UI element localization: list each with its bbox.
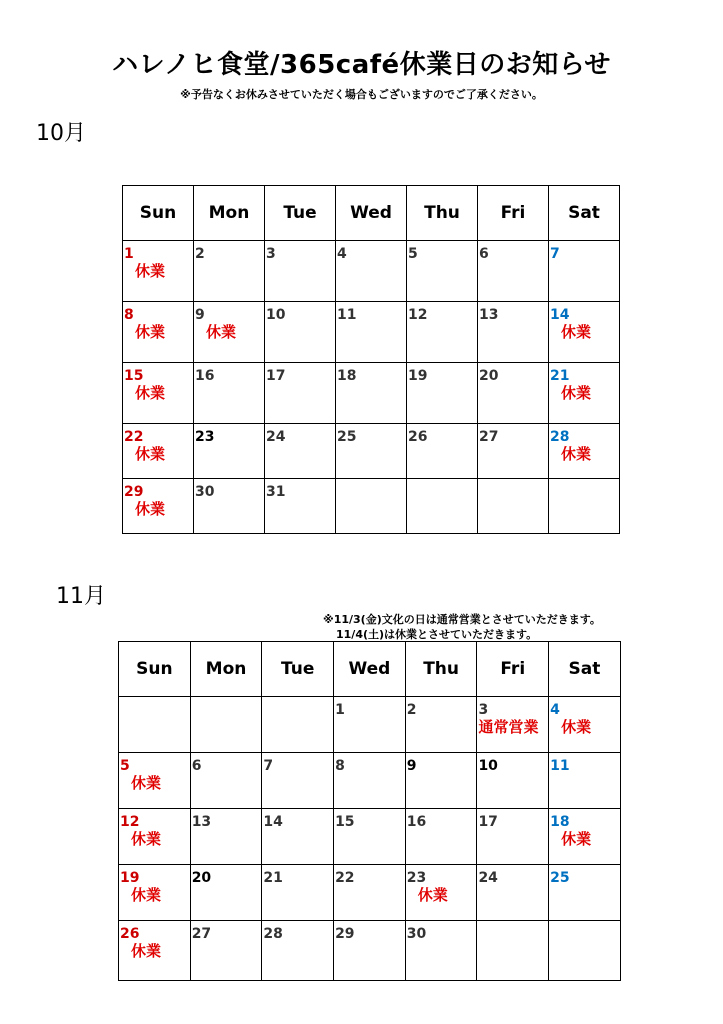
day-number: 31 [266, 484, 286, 500]
november-heading: 11月 [56, 584, 106, 609]
day-number: 18 [337, 368, 357, 384]
day-cell [194, 241, 265, 302]
day-cell [478, 363, 549, 424]
day-cell [549, 921, 621, 981]
day-number: 11 [550, 758, 570, 774]
weekday-thu: Thu [405, 642, 477, 697]
day-number: 9 [195, 307, 205, 323]
day-number: 6 [191, 758, 202, 774]
day-number: 2 [195, 246, 205, 262]
closed-label: 休業 [131, 886, 162, 904]
day-cell [262, 697, 334, 753]
week-row [123, 302, 620, 363]
day-cell [405, 921, 477, 981]
week-row [119, 809, 621, 865]
day-cell [549, 302, 620, 363]
day-number: 19 [408, 368, 428, 384]
day-cell [262, 865, 334, 921]
closed-label: 休業 [135, 445, 166, 463]
day-cell [477, 921, 549, 981]
day-number: 7 [550, 246, 560, 262]
day-number: 10 [478, 758, 498, 774]
day-cell [407, 363, 478, 424]
weekday-fri: Fri [478, 186, 549, 241]
day-cell [265, 424, 336, 479]
day-cell [190, 697, 262, 753]
week-row [119, 697, 621, 753]
weekday-mon: Mon [194, 186, 265, 241]
day-cell [405, 809, 477, 865]
day-cell [407, 479, 478, 534]
day-cell [262, 809, 334, 865]
october-heading: 10月 [36, 121, 86, 146]
day-cell [549, 753, 621, 809]
regular-hours-label: 通常営業 [478, 718, 539, 736]
closed-label: 休業 [561, 323, 592, 341]
day-cell [549, 479, 620, 534]
weekday-sat: Sat [549, 186, 620, 241]
day-cell [478, 424, 549, 479]
day-number: 25 [550, 870, 570, 886]
day-cell [265, 479, 336, 534]
weekday-thu: Thu [407, 186, 478, 241]
day-number: 3 [478, 702, 489, 718]
closed-label: 休業 [561, 445, 592, 463]
day-cell [477, 865, 549, 921]
weekday-tue: Tue [262, 642, 334, 697]
day-number: 26 [120, 926, 140, 942]
day-cell [549, 809, 621, 865]
week-row [123, 479, 620, 534]
day-cell [119, 753, 191, 809]
closed-label: 休業 [131, 942, 162, 960]
day-number: 13 [191, 814, 212, 830]
closed-label: 休業 [135, 323, 166, 341]
day-cell [262, 921, 334, 981]
day-number: 4 [550, 702, 560, 718]
closed-label: 休業 [131, 774, 162, 792]
day-number: 15 [335, 814, 355, 830]
week-row [119, 753, 621, 809]
november-calendar [118, 641, 621, 981]
week-row [119, 921, 621, 981]
november-note-line2: 11/4(土)は休業とさせていただきます。 [336, 628, 538, 641]
day-number: 3 [266, 246, 276, 262]
day-cell [123, 424, 194, 479]
closed-label: 休業 [561, 830, 592, 848]
day-cell [549, 363, 620, 424]
day-number: 14 [550, 307, 570, 323]
day-cell [190, 809, 262, 865]
day-cell [336, 424, 407, 479]
day-cell [549, 697, 621, 753]
day-cell [334, 921, 406, 981]
day-cell [549, 424, 620, 479]
day-cell [405, 865, 477, 921]
day-number: 21 [550, 368, 570, 384]
day-cell [336, 241, 407, 302]
day-number: 28 [263, 926, 283, 942]
weekday-tue: Tue [265, 186, 336, 241]
day-number: 25 [337, 429, 357, 445]
day-cell [123, 479, 194, 534]
day-cell [262, 753, 334, 809]
day-cell [123, 241, 194, 302]
weekday-sat: Sat [549, 642, 621, 697]
day-number: 1 [124, 246, 134, 262]
day-number: 5 [120, 758, 130, 774]
day-cell [549, 865, 621, 921]
weekday-sun: Sun [119, 642, 191, 697]
day-number: 22 [124, 429, 144, 445]
day-number: 2 [406, 702, 417, 718]
day-cell [407, 241, 478, 302]
day-cell [407, 424, 478, 479]
day-number: 26 [408, 429, 428, 445]
october-calendar [122, 185, 620, 534]
day-number: 16 [195, 368, 215, 384]
day-cell [119, 865, 191, 921]
day-number: 12 [408, 307, 428, 323]
day-number: 17 [478, 814, 498, 830]
day-number: 16 [406, 814, 427, 830]
day-cell [336, 479, 407, 534]
day-cell [336, 363, 407, 424]
day-cell [194, 424, 265, 479]
day-cell [265, 363, 336, 424]
closed-label: 休業 [135, 500, 166, 518]
weekday-mon: Mon [190, 642, 262, 697]
day-number: 29 [335, 926, 355, 942]
closed-label: 休業 [135, 262, 166, 280]
day-number: 20 [479, 368, 499, 384]
day-number: 23 [406, 870, 427, 886]
day-number: 24 [478, 870, 498, 886]
closed-label: 休業 [561, 718, 592, 736]
day-cell [478, 302, 549, 363]
day-cell [549, 241, 620, 302]
day-cell [407, 302, 478, 363]
day-cell [194, 363, 265, 424]
weekday-header-row [119, 642, 621, 697]
closed-label: 休業 [131, 830, 162, 848]
day-cell [334, 865, 406, 921]
closed-label: 休業 [206, 323, 237, 341]
weekday-fri: Fri [477, 642, 549, 697]
day-cell [477, 753, 549, 809]
page-title: ハレノヒ食堂/365café休業日のお知らせ [112, 50, 611, 80]
day-number: 8 [124, 307, 134, 323]
day-cell [478, 479, 549, 534]
day-number: 28 [550, 429, 570, 445]
weekday-sun: Sun [123, 186, 194, 241]
day-number: 29 [124, 484, 144, 500]
day-number: 13 [479, 307, 499, 323]
closed-label: 休業 [561, 384, 592, 402]
day-number: 6 [479, 246, 489, 262]
day-number: 8 [335, 758, 345, 774]
day-number: 5 [408, 246, 418, 262]
day-cell [119, 809, 191, 865]
day-number: 11 [337, 307, 357, 323]
day-cell [336, 302, 407, 363]
day-cell [119, 921, 191, 981]
day-number: 30 [406, 926, 427, 942]
day-cell [190, 753, 262, 809]
day-cell [119, 697, 191, 753]
day-number: 17 [266, 368, 286, 384]
day-cell [265, 302, 336, 363]
day-number: 9 [406, 758, 417, 774]
week-row [123, 424, 620, 479]
day-cell [123, 363, 194, 424]
day-number: 20 [191, 870, 212, 886]
day-number: 22 [335, 870, 355, 886]
day-cell [405, 697, 477, 753]
day-cell [334, 697, 406, 753]
day-cell [478, 241, 549, 302]
weekday-wed: Wed [336, 186, 407, 241]
day-number: 4 [337, 246, 347, 262]
week-row [119, 865, 621, 921]
day-number: 19 [120, 870, 140, 886]
day-number: 30 [195, 484, 215, 500]
day-number: 1 [335, 702, 345, 718]
day-number: 15 [124, 368, 144, 384]
day-number: 23 [195, 429, 215, 445]
november-note-line1: ※11/3(金)文化の日は通常営業とさせていただきます。 [323, 613, 601, 626]
day-cell [334, 809, 406, 865]
day-cell [190, 865, 262, 921]
page-subtitle: ※予告なくお休みさせていただく場合もございますのでご了承ください。 [180, 88, 543, 101]
week-row [123, 241, 620, 302]
day-cell [477, 697, 549, 753]
closed-label: 休業 [135, 384, 166, 402]
day-number: 21 [263, 870, 283, 886]
weekday-header-row [123, 186, 620, 241]
day-cell [334, 753, 406, 809]
day-cell [194, 302, 265, 363]
day-cell [405, 753, 477, 809]
day-cell [265, 241, 336, 302]
day-number: 14 [263, 814, 283, 830]
closed-label: 休業 [417, 886, 448, 904]
weekday-wed: Wed [334, 642, 406, 697]
day-cell [190, 921, 262, 981]
day-cell [123, 302, 194, 363]
day-number: 27 [479, 429, 499, 445]
day-number: 27 [191, 926, 212, 942]
day-number: 12 [120, 814, 140, 830]
day-number: 24 [266, 429, 286, 445]
day-number: 7 [263, 758, 274, 774]
day-cell [477, 809, 549, 865]
day-number: 10 [266, 307, 286, 323]
day-number: 18 [550, 814, 570, 830]
day-cell [194, 479, 265, 534]
week-row [123, 363, 620, 424]
